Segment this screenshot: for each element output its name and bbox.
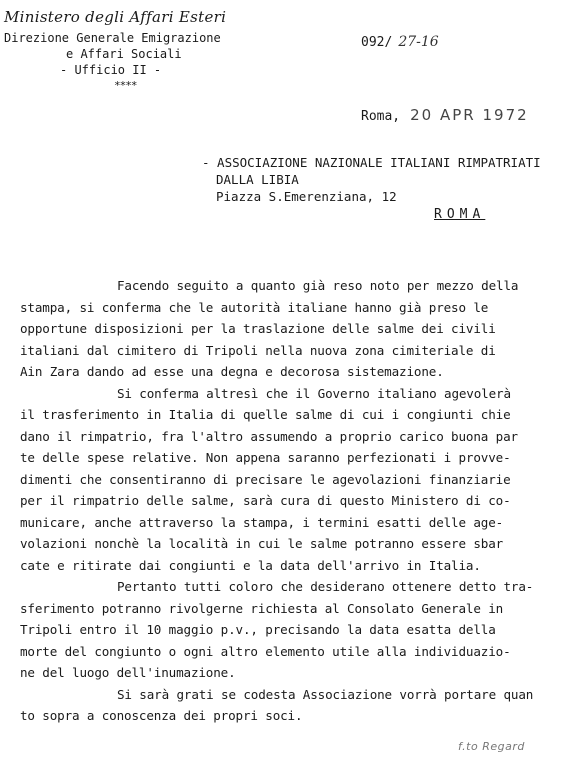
date-stamp: 20 APR 1972: [410, 106, 529, 124]
body-line: te delle spese relative. Non appena saranno perfezionati i provve-: [20, 450, 511, 465]
body-line: Facendo seguito a quanto già reso noto per mezzo della: [117, 278, 519, 293]
body-line: cate e ritirate dai congiunti e la data dell'arrivo in Italia.: [20, 557, 481, 573]
dateline: [361, 106, 529, 124]
recipient-address: [202, 154, 572, 205]
letter-body: [20, 275, 565, 727]
body-line: Si sarà grati se codesta Associazione vorrà portare quan: [117, 686, 534, 702]
letterhead: [4, 8, 254, 94]
ministry-name: Ministero degli Affari Esteri: [4, 8, 227, 26]
protocol-handwritten: 27-16: [398, 34, 439, 50]
body-line: sferimento potranno rivolgerne richiesta al Consolato Generale in: [20, 600, 504, 616]
body-line: Pertanto tutti coloro che desiderano ottenere detto tra-: [117, 579, 534, 594]
body-line: to sopra a conoscenza dei propri soci.: [20, 708, 303, 723]
letterhead-line-department: Direzione Generale Emigrazione: [4, 31, 221, 45]
recipient-line-name: - ASSOCIAZIONE NAZIONALE ITALIANI RIMPATRIATI: [202, 155, 541, 170]
body-line: il trasferimento in Italia di quelle salme di cui i congiunti chie: [20, 407, 511, 422]
body-line: dano il rimpatrio, fra l'altro assumendo a proprio carico buona par: [20, 428, 518, 444]
protocol-number: [361, 34, 439, 50]
protocol-printed: 092/: [361, 35, 393, 50]
body-line: stampa, si conferma che le autorità italiane hanno già preso le: [20, 299, 489, 315]
letterhead-separator: ****: [114, 79, 137, 92]
body-line: volazioni nonchè la località in cui le salme potranno essere sbar: [20, 536, 504, 551]
body-line: opportune disposizioni per la traslazione delle salme dei civili: [20, 321, 496, 336]
body-line: dimenti che consentiranno di precisare le agevolazioni finanziarie: [20, 471, 511, 487]
recipient-line-street: Piazza S.Emerenziana, 12: [216, 189, 397, 204]
signature: f.to Regard: [458, 740, 525, 753]
letterhead-line-affairs: e Affari Sociali: [66, 47, 182, 61]
body-line: Ain Zara dando ad esse una degna e decorosa sistemazione.: [20, 364, 444, 379]
body-line: italiani dal cimitero di Tripoli nella nuova zona cimiteriale di: [20, 342, 496, 358]
body-line: Tripoli entro il 10 maggio p.v., precisando la data esatta della: [20, 622, 496, 637]
body-line: Si conferma altresì che il Governo italiano agevolerà: [117, 385, 511, 401]
letterhead-line-office: - Ufficio II -: [60, 63, 162, 77]
body-line: per il rimpatrio delle salme, sarà cura di questo Ministero di co-: [20, 493, 511, 508]
recipient-line-name-cont: DALLA LIBIA: [216, 172, 299, 187]
body-line: municare, anche attraverso la stampa, i termini esatti delle age-: [20, 514, 504, 530]
date-place: Roma,: [361, 109, 401, 124]
recipient-city: ROMA: [434, 207, 486, 222]
body-line: morte del congiunto o ogni altro elemento utile alla individuazio-: [20, 643, 511, 659]
body-line: ne del luogo dell'inumazione.: [20, 665, 236, 680]
